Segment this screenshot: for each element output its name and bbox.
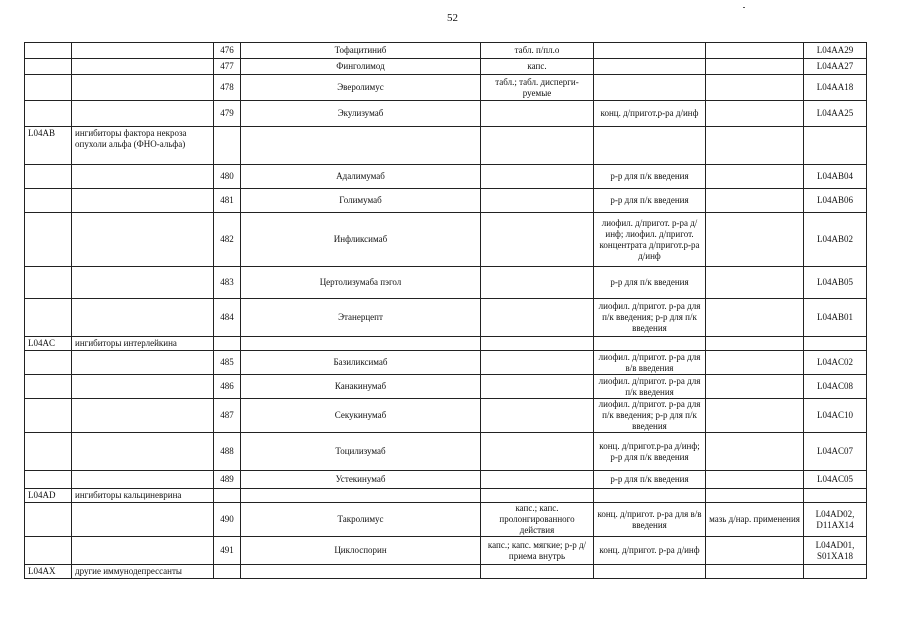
drug-name: Адалимумаб: [241, 165, 481, 189]
drug-name: Голимумаб: [241, 189, 481, 213]
drug-list-table: [24, 42, 867, 579]
form-parenteral: р-р для п/к введения: [594, 189, 706, 213]
group-label: [72, 399, 214, 433]
form-other: [706, 75, 804, 101]
drug-number: 487: [214, 399, 241, 433]
form-oral: табл. п/пл.о: [481, 43, 594, 59]
drug-number: 481: [214, 189, 241, 213]
form-other: [706, 375, 804, 399]
drug-row: [25, 59, 867, 75]
group-label: другие иммунодепрессанты: [72, 565, 214, 579]
number-cell: [214, 337, 241, 351]
form-other: [706, 101, 804, 127]
group-code: [25, 101, 72, 127]
drug-row: [25, 165, 867, 189]
group-label: [72, 433, 214, 471]
drug-row: [25, 433, 867, 471]
form2-cell: [594, 565, 706, 579]
number-cell: [214, 565, 241, 579]
form-oral: [481, 299, 594, 337]
drug-row: [25, 351, 867, 375]
form2-cell: [594, 489, 706, 503]
group-code: [25, 75, 72, 101]
drug-row: [25, 75, 867, 101]
form-parenteral: конц. д/пригот. р-ра д/инф: [594, 537, 706, 565]
atc-code: L04AD02, D11AX14: [804, 503, 867, 537]
group-label: [72, 75, 214, 101]
atc-code: L04AA18: [804, 75, 867, 101]
group-label: [72, 351, 214, 375]
form-other: [706, 433, 804, 471]
drug-row: [25, 213, 867, 267]
atc-code: L04AA29: [804, 43, 867, 59]
group-code: [25, 375, 72, 399]
form-other: [706, 299, 804, 337]
form3-cell: [706, 489, 804, 503]
drug-name: Экулизумаб: [241, 101, 481, 127]
name-cell: [241, 337, 481, 351]
group-label: ингибиторы интерлейкина: [72, 337, 214, 351]
drug-row: [25, 503, 867, 537]
form-oral: капс.: [481, 59, 594, 75]
form1-cell: [481, 337, 594, 351]
drug-number: 488: [214, 433, 241, 471]
group-row: [25, 337, 867, 351]
name-cell: [241, 565, 481, 579]
atc-code: L04AC02: [804, 351, 867, 375]
drug-number: 486: [214, 375, 241, 399]
group-label: [72, 101, 214, 127]
form-parenteral: [594, 75, 706, 101]
drug-name: Такролимус: [241, 503, 481, 537]
drug-name: Финголимод: [241, 59, 481, 75]
drug-name: Устекинумаб: [241, 471, 481, 489]
form-oral: [481, 101, 594, 127]
name-cell: [241, 127, 481, 165]
drug-name: Циклоспорин: [241, 537, 481, 565]
form-parenteral: конц. д/пригот.р-ра д/инф: [594, 101, 706, 127]
group-code: [25, 165, 72, 189]
atc-cell: [804, 127, 867, 165]
form-parenteral: лиофил. д/пригот. р-ра для п/к введения: [594, 375, 706, 399]
drug-name: Канакинумаб: [241, 375, 481, 399]
atc-code: L04AB01: [804, 299, 867, 337]
form2-cell: [594, 337, 706, 351]
group-code: [25, 399, 72, 433]
form-oral: [481, 351, 594, 375]
group-label: [72, 537, 214, 565]
form1-cell: [481, 489, 594, 503]
drug-number: 489: [214, 471, 241, 489]
group-label: [72, 267, 214, 299]
atc-code: L04AB05: [804, 267, 867, 299]
atc-cell: [804, 489, 867, 503]
atc-code: L04AD01, S01XA18: [804, 537, 867, 565]
group-code: [25, 299, 72, 337]
group-code: L04AB: [25, 127, 72, 165]
form-oral: [481, 213, 594, 267]
form-oral: [481, 375, 594, 399]
form-other: [706, 43, 804, 59]
form3-cell: [706, 337, 804, 351]
form-parenteral: лиофил. д/пригот. р-ра для п/к введения; р-р для п/к введения: [594, 399, 706, 433]
form1-cell: [481, 565, 594, 579]
drug-row: [25, 471, 867, 489]
drug-number: 490: [214, 503, 241, 537]
atc-cell: [804, 337, 867, 351]
group-code: [25, 351, 72, 375]
drug-name: Тоцилизумаб: [241, 433, 481, 471]
form-other: [706, 471, 804, 489]
number-cell: [214, 489, 241, 503]
drug-row: [25, 537, 867, 565]
form-other: [706, 213, 804, 267]
atc-code: L04AA25: [804, 101, 867, 127]
group-code: [25, 59, 72, 75]
form-parenteral: [594, 59, 706, 75]
group-label: ингибиторы фактора некроза опухоли альфа (ФНО-альфа): [72, 127, 214, 165]
drug-number: 480: [214, 165, 241, 189]
group-code: [25, 267, 72, 299]
form-parenteral: конц. д/пригот.р-ра д/инф; р-р для п/к введения: [594, 433, 706, 471]
form-oral: [481, 399, 594, 433]
atc-code: L04AC05: [804, 471, 867, 489]
form-oral: капс.; капс. пролонгированного действия: [481, 503, 594, 537]
form-parenteral: [594, 43, 706, 59]
form-parenteral: р-р для п/к введения: [594, 267, 706, 299]
group-code: [25, 189, 72, 213]
group-code: [25, 43, 72, 59]
drug-name: Эверолимус: [241, 75, 481, 101]
group-label: [72, 213, 214, 267]
form-other: [706, 399, 804, 433]
form-parenteral: р-р для п/к введения: [594, 165, 706, 189]
group-label: [72, 59, 214, 75]
form-other: [706, 165, 804, 189]
form-oral: капс.; капс. мягкие; р-р д/приема внутрь: [481, 537, 594, 565]
form-other: [706, 189, 804, 213]
atc-code: L04AB06: [804, 189, 867, 213]
form2-cell: [594, 127, 706, 165]
atc-code: L04AC10: [804, 399, 867, 433]
drug-number: 485: [214, 351, 241, 375]
form-parenteral: лиофил. д/пригот. р-ра для в/в введения: [594, 351, 706, 375]
atc-code: L04AC08: [804, 375, 867, 399]
group-label: [72, 471, 214, 489]
form-oral: [481, 189, 594, 213]
page-number: 52: [447, 12, 458, 24]
group-code: [25, 537, 72, 565]
atc-code: L04AA27: [804, 59, 867, 75]
form-other: [706, 537, 804, 565]
form3-cell: [706, 565, 804, 579]
form-oral: [481, 165, 594, 189]
form-oral: табл.; табл. дисперги-руемые: [481, 75, 594, 101]
form-other: [706, 59, 804, 75]
group-label: [72, 503, 214, 537]
drug-row: [25, 101, 867, 127]
group-row: [25, 565, 867, 579]
form-parenteral: конц. д/пригот. р-ра для в/в введения: [594, 503, 706, 537]
scan-speck: [743, 7, 745, 8]
atc-code: L04AB04: [804, 165, 867, 189]
drug-number: 477: [214, 59, 241, 75]
drug-row: [25, 299, 867, 337]
form1-cell: [481, 127, 594, 165]
drug-number: 484: [214, 299, 241, 337]
drug-number: 476: [214, 43, 241, 59]
group-code: [25, 503, 72, 537]
group-row: [25, 489, 867, 503]
drug-number: 479: [214, 101, 241, 127]
atc-code: L04AC07: [804, 433, 867, 471]
table-body: [25, 43, 867, 579]
group-code: L04AD: [25, 489, 72, 503]
drug-row: [25, 399, 867, 433]
drug-number: 478: [214, 75, 241, 101]
group-label: [72, 375, 214, 399]
group-code: [25, 471, 72, 489]
group-label: ингибиторы кальциневрина: [72, 489, 214, 503]
form-other: [706, 267, 804, 299]
number-cell: [214, 127, 241, 165]
form-oral: [481, 433, 594, 471]
group-label: [72, 43, 214, 59]
group-code: [25, 433, 72, 471]
atc-cell: [804, 565, 867, 579]
group-row: [25, 127, 867, 165]
drug-row: [25, 43, 867, 59]
drug-row: [25, 267, 867, 299]
drug-name: Инфликсимаб: [241, 213, 481, 267]
drug-name: Цертолизумаба пэгол: [241, 267, 481, 299]
form-other: мазь д/нар. применения: [706, 503, 804, 537]
drug-row: [25, 375, 867, 399]
drug-name: Секукинумаб: [241, 399, 481, 433]
form-oral: [481, 471, 594, 489]
group-label: [72, 299, 214, 337]
drug-name: Тофацитиниб: [241, 43, 481, 59]
form-parenteral: лиофил. д/пригот. р-ра для п/к введения; р-р для п/к введения: [594, 299, 706, 337]
drug-number: 483: [214, 267, 241, 299]
atc-code: L04AB02: [804, 213, 867, 267]
group-code: L04AX: [25, 565, 72, 579]
form-parenteral: р-р для п/к введения: [594, 471, 706, 489]
drug-name: Этанерцепт: [241, 299, 481, 337]
drug-number: 491: [214, 537, 241, 565]
drug-name: Базиликсимаб: [241, 351, 481, 375]
group-label: [72, 165, 214, 189]
form3-cell: [706, 127, 804, 165]
drug-row: [25, 189, 867, 213]
drug-number: 482: [214, 213, 241, 267]
form-parenteral: лиофил. д/пригот. р-ра д/инф; лиофил. д/пригот. концентрата д/пригот.р-ра д/инф: [594, 213, 706, 267]
group-label: [72, 189, 214, 213]
name-cell: [241, 489, 481, 503]
group-code: [25, 213, 72, 267]
form-oral: [481, 267, 594, 299]
form-other: [706, 351, 804, 375]
group-code: L04AC: [25, 337, 72, 351]
